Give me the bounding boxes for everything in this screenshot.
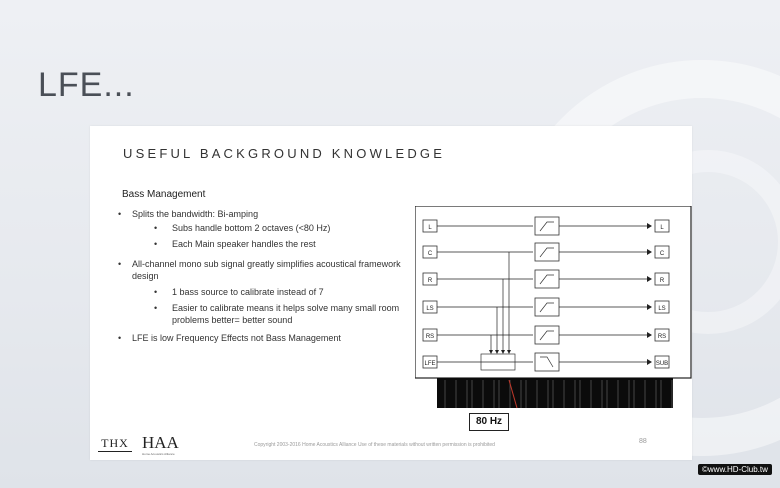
- sub-bullet-item: • Subs handle bottom 2 octaves (<80 Hz): [118, 222, 410, 234]
- filter-box: [535, 243, 559, 261]
- bullet-item: • Splits the bandwidth: Bi-amping: [118, 208, 410, 220]
- input-label: RS: [425, 334, 435, 340]
- output-label: L: [660, 225, 664, 231]
- content-card: [90, 126, 692, 460]
- input-label: LFE: [424, 361, 436, 367]
- input-label: L: [428, 225, 432, 231]
- output-label: SUB: [655, 361, 669, 367]
- input-label: LS: [426, 306, 434, 312]
- output-label: LS: [658, 306, 666, 312]
- slide-title: LFE...: [38, 66, 135, 104]
- filter-box: [535, 326, 559, 344]
- sub-bullet-item: • Easier to calibrate means it helps solve many small room problems better= better sound: [118, 302, 410, 326]
- spectrum-strip: [437, 378, 673, 408]
- haa-logo-subtitle: Home Acoustics Alliance: [142, 452, 175, 456]
- bullet-list: [118, 208, 410, 346]
- bullet-item: • LFE is low Frequency Effects not Bass Management: [118, 332, 410, 344]
- filter-box: [535, 353, 559, 371]
- filter-box: [535, 217, 559, 235]
- card-heading: USEFUL BACKGROUND KNOWLEDGE: [123, 146, 446, 161]
- input-label: C: [427, 251, 433, 257]
- filter-box: [535, 270, 559, 288]
- section-title: Bass Management: [122, 189, 206, 200]
- sub-bullet-item: • 1 bass source to calibrate instead of 7: [118, 286, 410, 298]
- input-label: R: [427, 278, 433, 284]
- sub-bullet-item: • Each Main speaker handles the rest: [118, 238, 410, 250]
- output-label: RS: [657, 334, 667, 340]
- bass-management-diagram: [415, 206, 695, 411]
- thx-logo: THX: [98, 437, 132, 452]
- filter-box: [535, 298, 559, 316]
- copyright-notice: Copyright 2003-2016 Home Acoustics Alliance Use of these materials without written permission is prohibited: [254, 442, 495, 448]
- output-label: R: [659, 278, 665, 284]
- site-watermark: ©www.HD-Club.tw: [698, 464, 772, 475]
- haa-logo: HAA: [142, 433, 179, 452]
- output-label: C: [659, 251, 665, 257]
- frequency-label: 80 Hz: [469, 413, 509, 431]
- bullet-item: • All-channel mono sub signal greatly simplifies acoustical framework design: [118, 258, 410, 282]
- page-number: 88: [639, 438, 647, 445]
